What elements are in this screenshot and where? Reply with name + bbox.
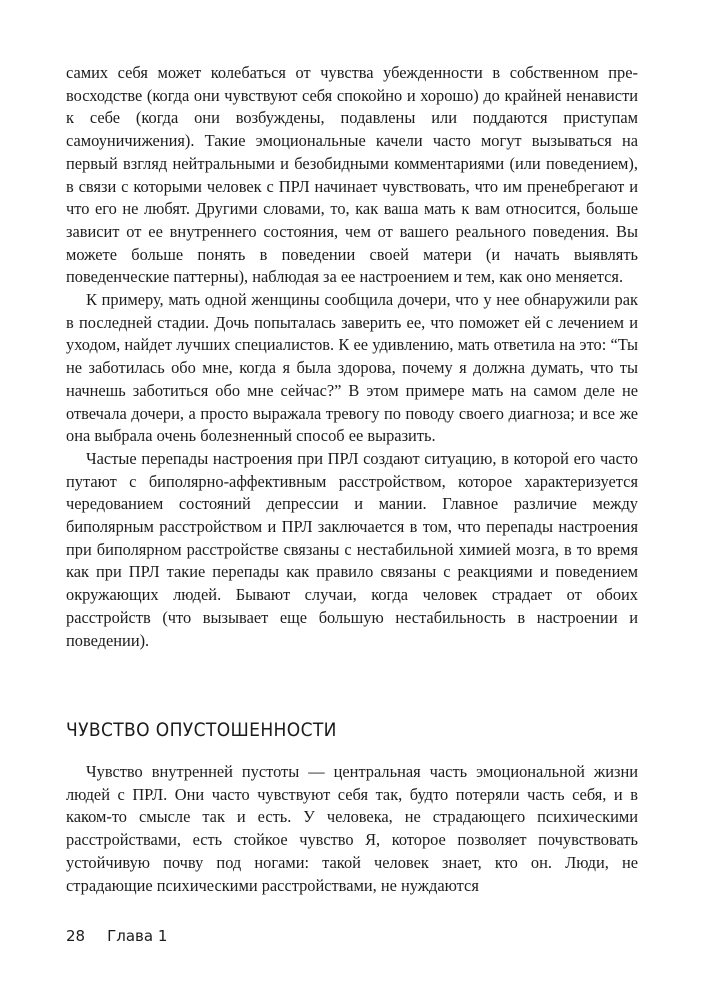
page-number: 28 [66, 927, 86, 945]
body-text-bottom [66, 761, 638, 897]
body-text-top [66, 62, 638, 652]
paragraph: Частые перепады настроения при ПРЛ создают ситуацию, в которой его часто путают с биполярно-аффективным расстройством, которое характеризуется чередованием состояний депрессии и мании. Главное различие между биполярным расстройством и ПРЛ заключается в том, что перепады настроения при биполярном расстройстве связаны с нестабильной химией мозга, в то время как при ПРЛ такие перепады как правило связаны с реакциями и поведением окружающих людей. Бывают случаи, когда человек страдает от обоих расстройств (что вызывает еще большую нестабильность в настроении и поведении). [66, 448, 638, 650]
chapter-label: Глава 1 [107, 927, 168, 945]
section-heading: ЧУВСТВО ОПУСТОШЕННОСТИ [66, 719, 337, 741]
page-footer [66, 927, 167, 945]
paragraph: К примеру, мать одной женщины сообщила дочери, что у нее обнаружили рак в последней стадии. Дочь попыталась заверить ее, что поможет ей с лечением и уходом, найдет лучших специалистов. К ее удивлению, мать ответила на это: “Ты не заботилась обо мне, когда я была здорова, почему я должна думать, что ты начнешь заботиться обо мне сейчас?” В этом примере мать на самом деле не отвечала дочери, а просто выражала тревогу по поводу своего диагноза; и все же она выбрала очень болезненный способ ее выразить. [66, 290, 638, 446]
paragraph: Чувство внутренней пустоты — центральная часть эмоциональной жизни людей с ПРЛ. Они часто чувствуют себя так, будто потеряли часть себя, и в каком-то смысле так и есть. У человека, не страдающего психическими расстройствами, есть стойкое чувство Я, которое позволяет почувствовать устойчивую почву под ногами: такой человек знает, кто он. Люди, не страдающие психическими расстройствами, не нуждаются [66, 762, 638, 895]
paragraph: самих себя может колебаться от чувства убежденности в собственном превосходстве (когда они чувствуют себя спокойно и хорошо) до крайней ненависти к себе (когда они возбуждены, подавлены или поддаются приступам самоуничижения). Такие эмоциональные качели часто могут вызываться на первый взгляд нейтральными и безобидными комментариями (или поведением), в связи с которыми человек с ПРЛ начинает чувствовать, что им пренебрегают и что его не любят. Другими словами, то, как ваша мать к вам относится, больше зависит от ее внутреннего состояния, чем от вашего реального поведения. Вы можете больше понять в поведении своей матери (и начать выявлять поведенческие паттерны), наблюдая за ее настроением и тем, как оно меняется. [66, 63, 638, 287]
